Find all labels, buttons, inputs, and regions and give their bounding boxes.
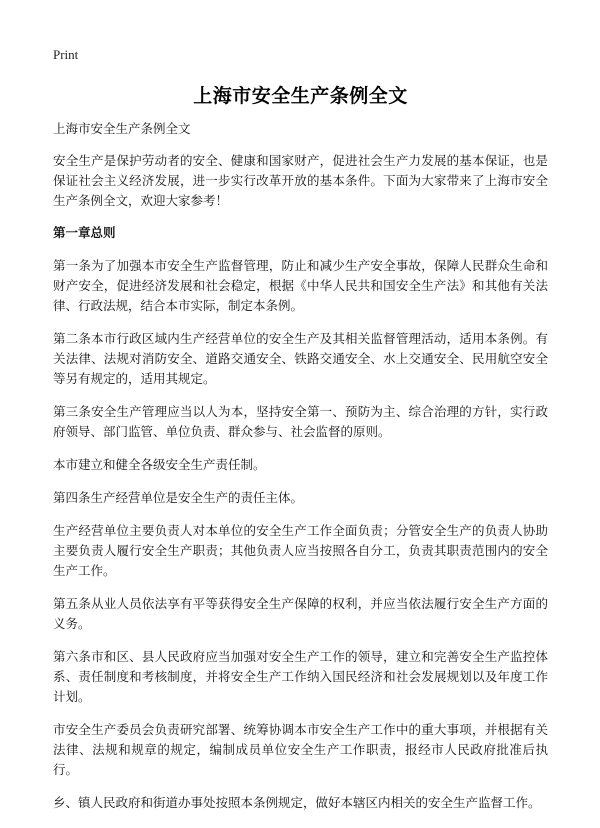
print-link[interactable]: Print bbox=[53, 47, 79, 62]
article-paragraph: 第六条市和区、县人民政府应当加强对安全生产工作的领导，建立和完善安全生产监控体系、责任制度和考核制度，并将安全生产工作纳入国民经济和社会发展规划以及年度工作计划。 bbox=[53, 649, 548, 704]
article-paragraph: 乡、镇人民政府和街道办事处按照本条例规定，做好本辖区内相关的安全生产监督工作。 bbox=[53, 795, 541, 810]
article-paragraph: 第四条生产经营单位是安全生产的责任主体。 bbox=[53, 490, 304, 505]
article-paragraph: 第一条为了加强本市安全生产监督管理，防止和减少生产安全事故，保障人民群众生命和财产安全，促进经济发展和社会稳定，根据《中华人民共和国安全生产法》和其他有关法律、行政法规，结合本市实际，制定本条例。 bbox=[53, 258, 548, 313]
article-paragraph: 第三条安全生产管理应当以人为本，坚持安全第一、预防为主、综合治理的方针，实行政府领导、部门监管、单位负责、群众参与、社会监督的原则。 bbox=[53, 404, 548, 439]
article-paragraph: 第二条本市行政区域内生产经营单位的安全生产及其相关监督管理活动，适用本条例。有关法律、法规对消防安全、道路交通安全、铁路交通安全、水上交通安全、民用航空安全等另有规定的，适用其规定。 bbox=[53, 331, 548, 386]
page-title: 上海市安全生产条例全文 bbox=[193, 85, 408, 107]
article-paragraph: 第五条从业人员依法享有平等获得安全生产保障的权利，并应当依法履行安全生产方面的义务。 bbox=[53, 596, 548, 631]
chapter-heading: 第一章总则 bbox=[53, 225, 116, 240]
article-paragraph: 本市建立和健全各级安全生产责任制。 bbox=[53, 457, 266, 472]
article-paragraph: 生产经营单位主要负责人对本单位的安全生产工作全面负责；分管安全生产的负责人协助主要负责人履行安全生产职责；其他负责人应当按照各自分工，负责其职责范围内的安全生产工作。 bbox=[53, 523, 548, 578]
intro-paragraph: 安全生产是保护劳动者的安全、健康和国家财产，促进社会生产力发展的基本保证，也是保证社会主义经济发展，进一步实行改革开放的基本条件。下面为大家带来了上海市安全生产条例全文，欢迎大家参考！ bbox=[53, 153, 548, 208]
subtitle: 上海市安全生产条例全文 bbox=[53, 121, 191, 136]
article-paragraph: 市安全生产委员会负责研究部署、统筹协调本市安全生产工作中的重大事项，并根据有关法律、法规和规章的规定，编制成员单位安全生产工作职责，报经市人民政府批准后执行。 bbox=[53, 722, 548, 777]
